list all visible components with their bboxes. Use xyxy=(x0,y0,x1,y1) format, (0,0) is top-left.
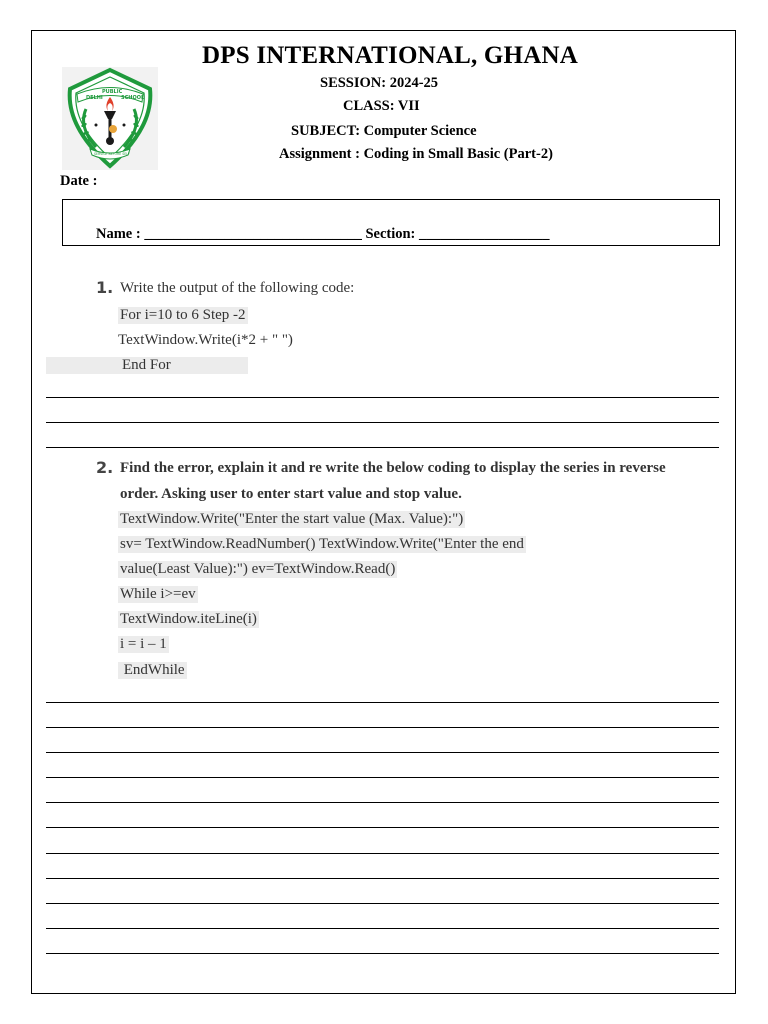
name-label: Name : xyxy=(96,226,141,242)
section-blank[interactable]: __________________ xyxy=(419,226,550,242)
q1-code-line: TextWindow.Write(i*2 + " ") xyxy=(118,332,293,348)
question-2-number: 2. xyxy=(96,458,114,477)
q2-code-line: value(Least Value):") ev=TextWindow.Read() xyxy=(120,561,396,577)
logo-banner-left: DELHI xyxy=(86,95,103,101)
q1-code-line: For i=10 to 6 Step -2 xyxy=(120,307,246,323)
q2-code-line: While i>=ev xyxy=(120,586,196,602)
answer-line[interactable] xyxy=(46,447,719,448)
answer-line[interactable] xyxy=(46,878,719,879)
class-label: CLASS: VII xyxy=(343,98,420,114)
q2-code-line: sv= TextWindow.ReadNumber() TextWindow.Write("Enter the end xyxy=(120,536,524,552)
question-2-prompt: order. Asking user to enter start value and stop value. xyxy=(120,486,462,502)
answer-line[interactable] xyxy=(46,422,719,423)
q1-code-line: End For xyxy=(46,357,248,374)
name-blank[interactable]: ______________________________ xyxy=(144,226,362,242)
q2-code-line: i = i – 1 xyxy=(120,636,167,652)
question-1-prompt: Write the output of the following code: xyxy=(120,280,355,296)
logo-banner-right: SCHOOL xyxy=(121,95,145,101)
answer-line[interactable] xyxy=(46,928,719,929)
question-2-prompt: Find the error, explain it and re write the below coding to display the series in reverse xyxy=(120,460,666,476)
session-label: SESSION: 2024-25 xyxy=(320,75,439,91)
question-1-number: 1. xyxy=(96,278,114,297)
answer-line[interactable] xyxy=(46,853,719,854)
q2-code-line: TextWindow.iteLine(i) xyxy=(120,611,257,627)
answer-line[interactable] xyxy=(46,903,719,904)
student-info-line xyxy=(96,226,550,243)
answer-line[interactable] xyxy=(46,397,719,398)
logo-motto: SERVICE BEFORE SELF xyxy=(94,152,130,156)
section-label: Section: xyxy=(365,226,416,242)
logo-banner-center: PUBLIC xyxy=(102,89,123,95)
school-title: DPS INTERNATIONAL, GHANA xyxy=(202,42,578,69)
q2-code-line: EndWhile xyxy=(120,662,185,678)
q2-code-line: TextWindow.Write("Enter the start value (Max. Value):") xyxy=(120,511,464,527)
answer-line[interactable] xyxy=(46,727,719,728)
answer-line[interactable] xyxy=(46,953,719,954)
answer-line[interactable] xyxy=(46,752,719,753)
assignment-title: Assignment : Coding in Small Basic (Part-2) xyxy=(279,146,553,162)
school-logo xyxy=(62,67,158,170)
answer-line[interactable] xyxy=(46,702,719,703)
date-label: Date : xyxy=(60,173,98,189)
answer-line[interactable] xyxy=(46,777,719,778)
answer-line[interactable] xyxy=(46,802,719,803)
answer-line[interactable] xyxy=(46,827,719,828)
subject-label: SUBJECT: Computer Science xyxy=(291,123,477,139)
